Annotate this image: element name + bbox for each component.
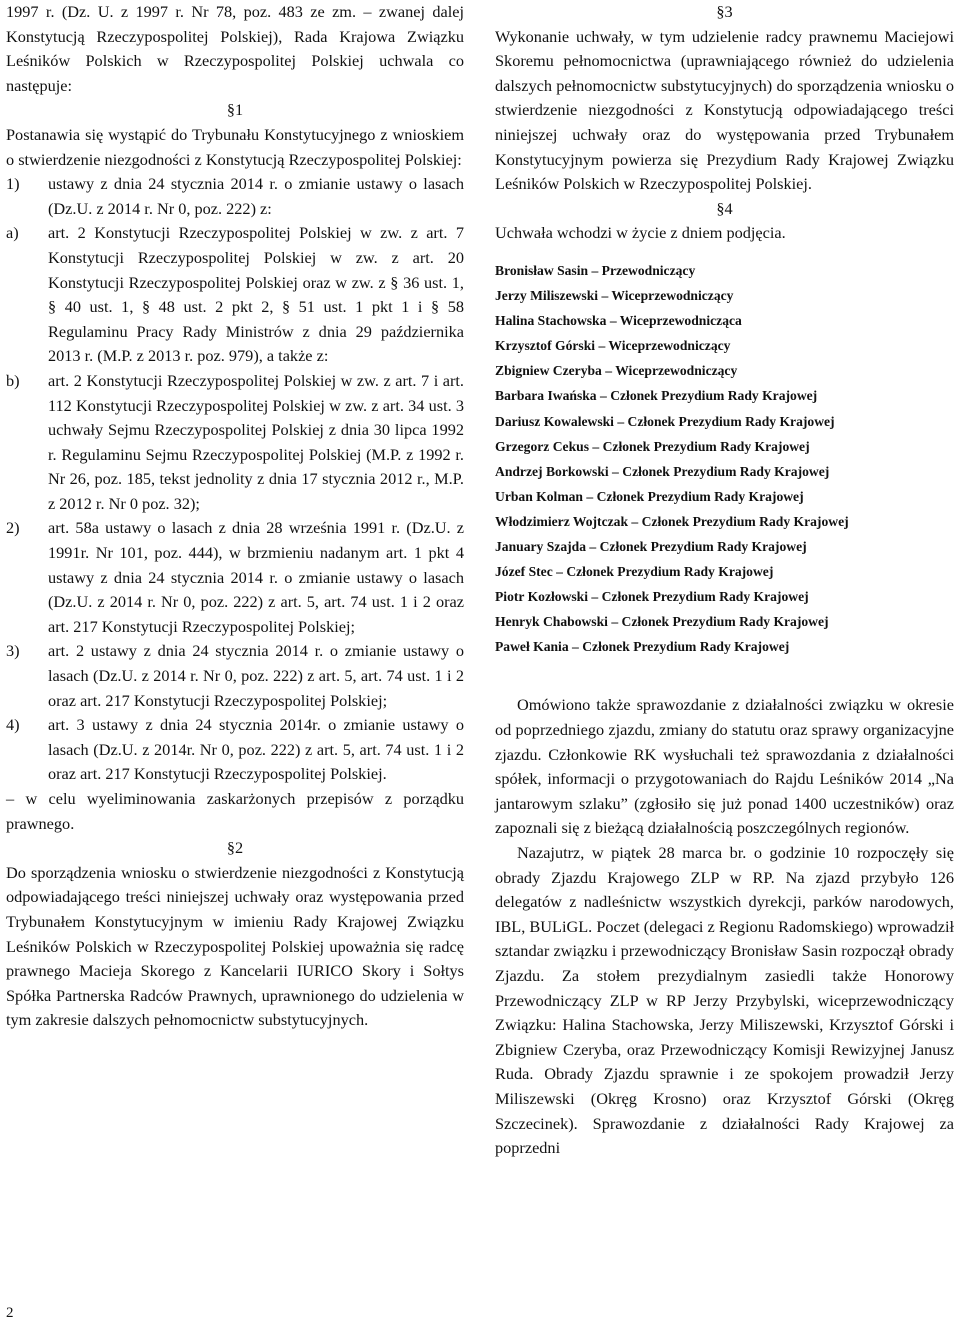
intro-paragraph: 1997 r. (Dz. U. z 1997 r. Nr 78, poz. 483 ze zm. – zwanej dalej Konstytucją Rzeczypospolitej Polskiej), Rada Krajowa Związku Leśników Polskich w Rzeczypospolitej Polskiej uchwala co następuje:	[6, 2, 464, 95]
signatory: Józef Stec – Członek Prezydium Rady Krajowej	[495, 564, 774, 580]
section-1-text: Postanawia się wystąpić do Trybunału Konstytucyjnego z wnioskiem o stwierdzenie niezgodności z Konstytucją Rzeczypospolitej Polskiej:	[6, 124, 464, 169]
signatory: Henryk Chabowski – Członek Prezydium Rady Krajowej	[495, 614, 829, 630]
section-2-heading: §2	[226, 838, 244, 858]
signatory: Krzysztof Górski – Wiceprzewodniczący	[495, 338, 731, 354]
section-3-heading: §3	[716, 2, 733, 21]
list-item	[6, 172, 464, 221]
list-item-text: art. 58a ustawy o lasach z dnia 28 września 1991 r. (Dz.U. z 1991r. Nr 101, poz. 444), w brzmieniu nadanym art. 1 pkt 4 ustawy z dnia 24 stycznia 2014 r. o zmianie ustawy o lasach (Dz.U. z 2014 r. Nr 0, poz. 222) z art. 5, art. 74 ust. 1 i 2 oraz art. 217 Konstytucji Rzeczypospolitej Polskiej;	[48, 518, 464, 636]
signatory: Grzegorz Cekus – Członek Prezydium Rady Krajowej	[495, 438, 810, 454]
list-item-number: 2)	[6, 518, 20, 538]
right-column	[495, 0, 954, 1161]
purpose-text: – w celu wyeliminowania zaskarżonych przepisów z porządku prawnego.	[6, 789, 464, 833]
motion-list	[6, 172, 464, 787]
list-item-text: art. 2 ustawy z dnia 24 stycznia 2014 r. o zmianie ustawy o lasach (Dz.U. z 2014 r. Nr 0, poz. 222) z art. 5, art. 74 ust. 1 i 2 oraz art. 217 Konstytucji Rzeczypospolitej Polskiej;	[48, 641, 464, 710]
section-2-text: Do sporządzenia wniosku o stwierdzenie niezgodności z Konstytucją odpowiadającego treści niniejszej uchwały oraz występowania przed Trybunałem Konstytucyjnym w imieniu Rady Krajowej Związku Leśników Polskich w Rzeczypospolitej Polskiej upoważnia się radcę prawnego Macieja Skorego z Kancelarii IURICO Skory i Sołtys Spółka Partnerska Radców Prawnych, uprawnionego do udzielenia w tym zakresie dalszych pełnomocnictw substytucyjnych.	[6, 862, 464, 1030]
report-paragraph-2: Nazajutrz, w piątek 28 marca br. o godzinie 10 rozpoczęły się obrady Zjazdu Krajowego ZLP w RP. Na zjazd przybyło 126 delegatów z nadleśnictw wszystkich dyrekcji, parków narodowych, IBL, BULiGL. Poczet (delegaci z Regionu Radomskiego) wprowadził sztandar związku i przewodniczący Bronisław Sasin rozpoczął obrady Zjazdu. Za stołem prezydialnym zasiedli także Honorowy Przewodniczący ZLP w RP Jerzy Przybylski, wiceprzewodniczący Związku: Halina Stachowska, Jerzy Miliszewski, Krzysztof Górski i Zbigniew Czeryba, oraz Przewodniczący Komisji Rewizyjnej Janusz Ruda. Obrady Zjazdu sprawnie i ze spokojem prowadził Jerzy Miliszewski (Okręg Krosno) oraz Krzysztof Górski (Okręg Szczecinek). Sprawozdanie z działalności Rady Krajowej za poprzedni	[495, 843, 954, 1158]
sub-item-letter: b)	[6, 370, 20, 390]
signatory: Andrzej Borkowski – Członek Prezydium Rady Krajowej	[495, 463, 830, 479]
list-item	[6, 713, 464, 787]
left-column	[6, 0, 464, 1033]
sub-list-item	[6, 369, 464, 517]
signatory: January Szajda – Członek Prezydium Rady Krajowej	[495, 538, 807, 554]
list-item-number: 3)	[6, 641, 20, 661]
report-paragraph-1: Omówiono także sprawozdanie z działalności związku w okresie od poprzedniego zjazdu, zmiany do statutu oraz sprawy organizacyjne zjazdu. Członkowie RK wysłuchali też sprawozdania z działalności spółek, informacji o przygotowaniach do Rajdu Leśników 2014 „Na jantarowym szlaku” (zgłosiło się już ponad 1400 uczestników) oraz zapoznali się z bieżącą działalnością poszczególnych regionów.	[495, 695, 954, 838]
sub-item-text: art. 2 Konstytucji Rzeczypospolitej Polskiej w zw. z art. 7 i art. 112 Konstytucji Rzeczypospolitej Polskiej w zw. z art. 34 ust. 3 uchwały Sejmu Rzeczypospolitej Polskiej z dnia 30 lipca 1992 r. Regulaminu Sejmu Rzeczypospolitej Polskiej (M.P. z 1992 r. Nr 26, poz. 185, tekst jednolity z dnia 17 stycznia 2012 r., M.P. z 2012 r. Nr 0 poz. 32);	[48, 370, 464, 513]
sub-list-item	[6, 221, 464, 369]
section-3-text: Wykonanie uchwały, w tym udzielenie radcy prawnemu Maciejowi Skoremu pełnomocnictwa (uprawniającego również do udzielenia dalszych pełnomocnictw substytucyjnych) do sporządzenia wniosku o stwierdzenie niezgodności z Konstytucją odpowiadającego treści niniejszej uchwały oraz do występowania przed Trybunałem Konstytucyjnym powierza się Prezydium Rady Krajowej Związku Leśników Polskich w Rzeczypospolitej Polskiej.	[495, 26, 954, 194]
spacer	[495, 659, 954, 693]
signatory: Włodzimierz Wojtczak – Członek Prezydium Rady Krajowej	[495, 513, 849, 529]
signatory: Jerzy Miliszewski – Wiceprzewodniczący	[495, 288, 734, 304]
section-1-heading: §1	[226, 100, 244, 120]
list-item-number: 4)	[6, 715, 20, 735]
signatory: Piotr Kozłowski – Członek Prezydium Rady Krajowej	[495, 589, 809, 605]
sub-item-text: art. 2 Konstytucji Rzeczypospolitej Polskiej w zw. z art. 7 Konstytucji Rzeczypospolitej Polskiej w zw. z art. 20 Konstytucji Rzeczypospolitej Polskiej oraz w zw. z § 36 ust. 1, § 40 ust. 1, § 48 ust. 2 pkt 2, § 51 ust. 1 pkt 1 i § 58 Regulaminu Pracy Rady Ministrów z dnia 29 października 2013 r. (M.P. z 2013 r. poz. 979), a także z:	[48, 223, 464, 366]
section-4-text: Uchwała wchodzi w życie z dniem podjęcia.	[495, 223, 786, 243]
sub-item-letter: a)	[6, 223, 19, 243]
page-number: 2	[6, 1305, 14, 1321]
signatory: Barbara Iwańska – Członek Prezydium Rady Krajowej	[495, 388, 818, 404]
list-item-number: 1)	[6, 174, 20, 194]
signatory: Bronisław Sasin – Przewodniczący	[495, 262, 696, 278]
signatory: Urban Kolman – Członek Prezydium Rady Krajowej	[495, 488, 804, 504]
list-item-text: ustawy z dnia 24 stycznia 2014 r. o zmianie ustawy o lasach (Dz.U. z 2014 r. Nr 0, poz. 222) z:	[48, 174, 464, 218]
list-item	[6, 639, 464, 713]
signatory: Halina Stachowska – Wiceprzewodnicząca	[495, 313, 742, 329]
list-item-text: art. 3 ustawy z dnia 24 stycznia 2014r. o zmianie ustawy o lasach (Dz.U. z 2014r. Nr 0, poz. 222) z art. 5, art. 74 ust. 1 i 2 oraz art. 217 Konstytucji Rzeczypospolitej Polskiej.	[48, 715, 464, 784]
signatory: Paweł Kania – Członek Prezydium Rady Krajowej	[495, 639, 790, 655]
signatories-list	[495, 258, 954, 660]
list-item	[6, 516, 464, 639]
section-4-heading: §4	[716, 198, 733, 218]
signatory: Dariusz Kowalewski – Członek Prezydium Rady Krajowej	[495, 413, 835, 429]
signatory: Zbigniew Czeryba – Wiceprzewodniczący	[495, 363, 738, 379]
